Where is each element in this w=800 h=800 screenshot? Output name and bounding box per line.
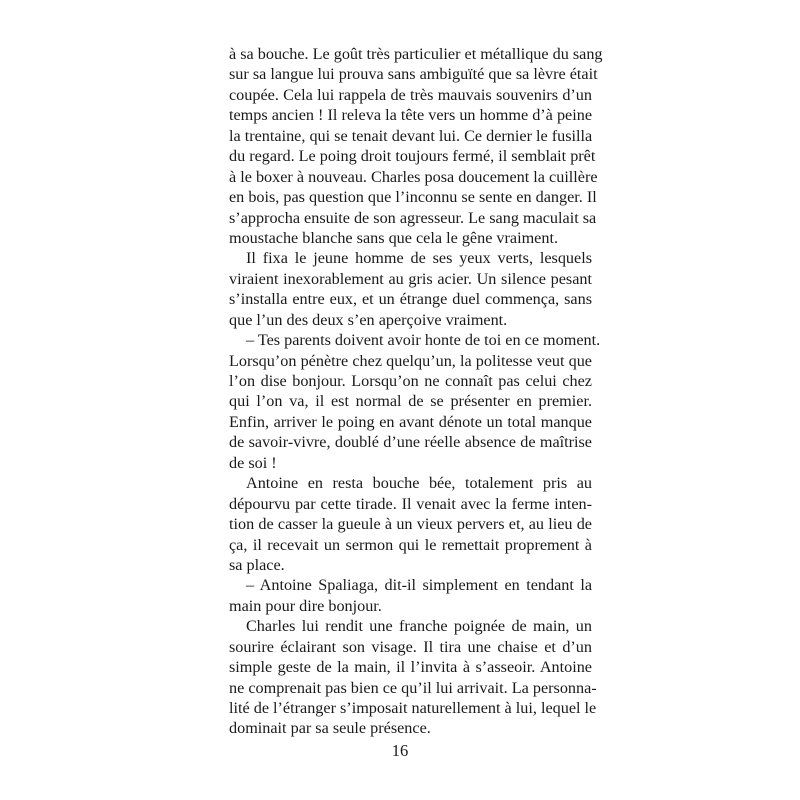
text-line: Charles lui rendit une franche poignée de main, un: [246, 617, 592, 636]
text-line: du regard. Le poing droit toujours fermé, il semblait prêt: [229, 147, 596, 166]
text-line: Il fixa le jeune homme de ses yeux verts, lesquels: [246, 249, 592, 268]
page-body: [229, 44, 603, 739]
text-line: Lorsqu’on pénètre chez quelqu’un, la politesse veut que: [229, 351, 592, 370]
text-line: temps ancien ! Il releva la tête vers un homme d’à peine: [229, 106, 592, 125]
text-line: Antoine en resta bouche bée, totalement pris au: [246, 474, 592, 493]
text-line: Enfin, arriver le poing en avant dénote un total manque: [229, 412, 592, 431]
text-line: à sa bouche. Le goût très particulier et métallique du sang: [229, 45, 603, 63]
text-line: main pour dire bonjour.: [229, 596, 382, 615]
text-line: sur sa langue lui prouva sans ambiguïté que sa lèvre était: [229, 65, 598, 84]
paragraph: [229, 575, 592, 616]
paragraph: [229, 248, 592, 330]
text-line: coupée. Cela lui rappela de très mauvais souvenirs d’un: [229, 85, 592, 104]
text-line: – Tes parents doivent avoir honte de toi en ce moment.: [246, 331, 601, 350]
page-number: 16: [391, 741, 409, 760]
text-line: s’installa entre eux, et un étrange duel commença, sans: [229, 290, 592, 309]
text-line: – Antoine Spaliaga, dit-il simplement en tendant la: [246, 576, 592, 595]
text-line: dominait par sa seule présence.: [229, 719, 431, 738]
text-line: que l’un des deux s’en aperçoive vraiment.: [229, 310, 508, 329]
text-line: tion de casser la gueule à un vieux pervers et, au lieu de: [229, 515, 592, 534]
text-line: lité de l’étranger s’imposait naturellement à lui, lequel le: [229, 699, 597, 717]
paragraph: [229, 473, 592, 575]
text-line: dépourvu par cette tirade. Il venait avec la ferme inten-: [229, 494, 592, 513]
text-line: de savoir-vivre, doublé d’une réelle absence de maîtrise: [229, 433, 592, 452]
text-line: en bois, pas question que l’inconnu se sente en danger. Il: [229, 188, 597, 207]
paragraph: [229, 616, 597, 739]
text-line: ne comprenait pas bien ce qu’il lui arrivait. La personna-: [229, 678, 597, 697]
paragraph: [229, 330, 601, 473]
text-line: l’on dise bonjour. Lorsqu’on ne connaît pas celui chez: [229, 372, 592, 390]
text-line: la trentaine, qui se tenait devant lui. Ce dernier le fusilla: [229, 126, 593, 145]
text-line: de soi !: [229, 453, 277, 472]
text-line: ça, il recevait un sermon qui le remettait proprement à: [229, 535, 592, 554]
text-line: sourire éclairant son visage. Il tira une chaise et d’un: [229, 637, 592, 656]
body-text: [229, 44, 603, 739]
text-line: sa place.: [229, 555, 285, 574]
text-line: s’approcha ensuite de son agresseur. Le sang maculait sa: [229, 208, 597, 227]
paragraph: [229, 44, 603, 248]
text-line: simple geste de la main, il l’invita à s’asseoir. Antoine: [229, 658, 592, 677]
text-line: qui l’on va, il est normal de se présenter en premier.: [229, 392, 592, 411]
text-line: moustache blanche sans que cela le gêne vraiment.: [229, 228, 559, 247]
text-line: à le boxer à nouveau. Charles posa doucement la cuillère: [229, 167, 598, 186]
text-line: viraient inexorablement au gris acier. Un silence pesant: [229, 269, 592, 288]
